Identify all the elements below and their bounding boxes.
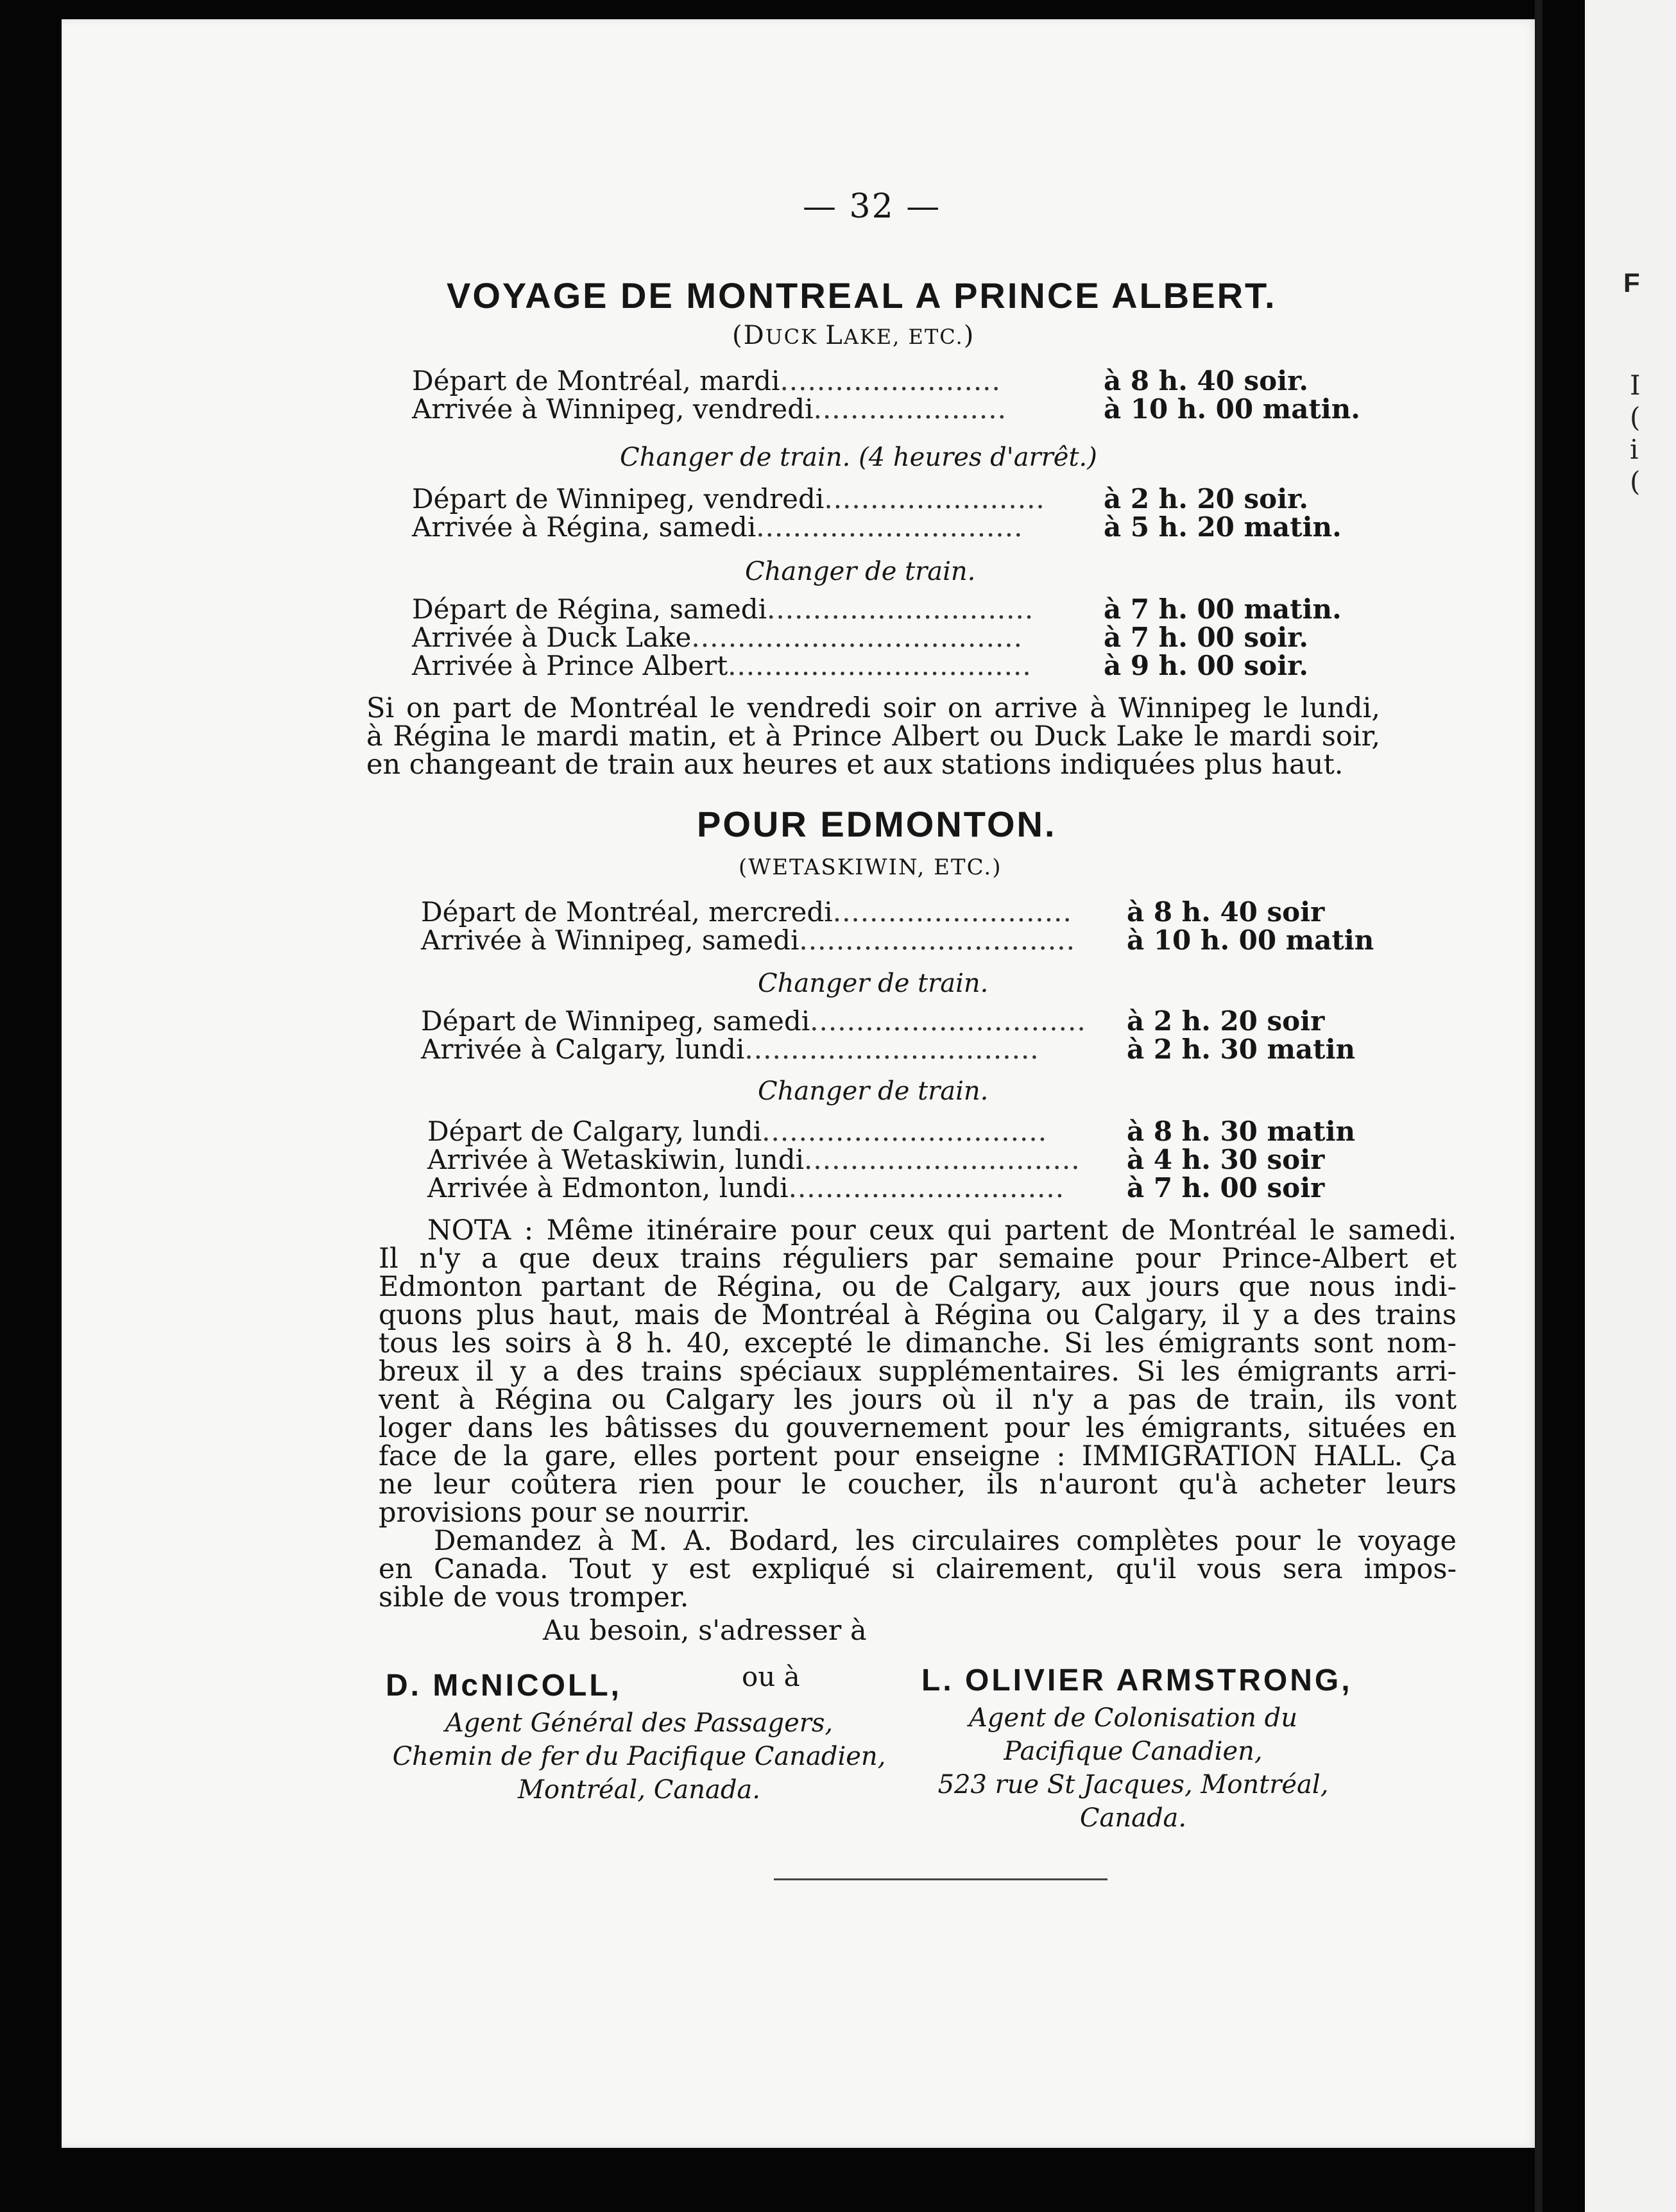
section-subtitle-wetaskiwin: (WETASKIWIN, ETC.): [739, 855, 1002, 880]
fragment-letter: F: [1623, 268, 1640, 298]
timetable-row: Départ de Winnipeg, samedi..............................: [421, 1005, 1086, 1037]
change-train-note: Changer de train.: [745, 557, 976, 586]
change-train-note: Changer de train.: [758, 1076, 989, 1106]
timetable-time: à 10 h. 00 matin.: [1104, 393, 1360, 425]
timetable-row: Arrivée à Winnipeg, samedi..............................: [421, 924, 1075, 956]
section-title-prince-albert: VOYAGE DE MONTREAL A PRINCE ALBERT.: [447, 275, 1277, 316]
timetable-time: à 2 h. 20 soir.: [1104, 483, 1309, 515]
timetable-time: à 8 h. 40 soir: [1127, 896, 1325, 928]
section-title-edmonton: POUR EDMONTON.: [697, 804, 1057, 844]
timetable-time: à 10 h. 00 matin: [1127, 924, 1374, 956]
adjacent-page-sliver: [1585, 0, 1676, 2212]
fragment-letter: (: [1630, 402, 1641, 433]
timetable-time: à 5 h. 20 matin.: [1104, 511, 1342, 543]
timetable-row: Arrivée à Edmonton, lundi..............................: [427, 1172, 1065, 1204]
timetable-row: Arrivée à Calgary, lundi................................: [421, 1034, 1039, 1065]
timetable-row: Départ de Montréal, mercredi..........................: [421, 896, 1072, 928]
besoin-line: Au besoin, s'adresser à: [543, 1615, 867, 1647]
timetable-row: Départ de Winnipeg, vendredi........................: [412, 483, 1045, 515]
fragment-letter: (: [1630, 466, 1641, 497]
timetable-time: à 9 h. 00 soir.: [1104, 650, 1309, 681]
timetable-time: à 8 h. 40 soir.: [1104, 365, 1309, 396]
change-train-note: Changer de train. (4 heures d'arrêt.): [620, 443, 1097, 472]
timetable-row: Départ de Calgary, lundi...............................: [427, 1116, 1048, 1147]
nota-paragraph: NOTA : Même itinéraire pour ceux qui partent de Montréal le samedi. Il n'y a que deux trains réguliers par semaine pour Prince-Albert et Edmonton partant de Régina, ou de Calgary, aux jours que nous indi- quons plus haut, mais de Montréal à Régina ou Calgary, il y a des trains tous les soirs à 8 h. 40, excepté le dimanche. Si les émigrants sont nom- breux il y a des trains spéciaux supplémentaires. Si les émigrants arri- vent à Régina ou Calgary les jours où il n'y a pas de train, ils vont loger dans les bâtisses du gouvernement pour les émigrants, situées en face de la gare, elles portent pour enseigne : IMMIGRATION HALL. Ça ne leur coûtera rien pour le coucher, ils n'auront qu'à acheter leurs provisions pour se nourrir.: [379, 1214, 1457, 1529]
timetable-time: à 7 h. 00 soir.: [1104, 622, 1309, 653]
contact-details-armstrong: Agent de Colonisation du Pacifique Canadien, 523 rue St Jacques, Montréal, Canada.: [937, 1703, 1329, 1833]
timetable-time: à 2 h. 20 soir: [1127, 1005, 1325, 1037]
timetable-time: à 7 h. 00 soir: [1127, 1172, 1325, 1204]
closing-rule: [774, 1878, 1107, 1880]
timetable-time: à 8 h. 30 matin: [1127, 1116, 1356, 1147]
contact-or: ou à: [742, 1661, 800, 1692]
page-number: — 32 —: [803, 187, 941, 226]
timetable-row: Arrivée à Prince Albert.................................: [412, 650, 1032, 681]
contact-details-mcnicoll: Agent Général des Passagers, Chemin de fer du Pacifique Canadien, Montréal, Canada.: [392, 1708, 886, 1805]
change-train-note: Changer de train.: [758, 969, 989, 998]
document-page: [62, 19, 1543, 2148]
timetable-time: à 7 h. 00 matin.: [1104, 593, 1342, 625]
timetable-row: Arrivée à Duck Lake....................................: [412, 622, 1023, 653]
timetable-row: Départ de Montréal, mardi........................: [412, 365, 1001, 396]
fragment-letter: i: [1630, 434, 1639, 465]
timetable-time: à 4 h. 30 soir: [1127, 1144, 1325, 1175]
timetable-row: Arrivée à Winnipeg, vendredi.....................: [412, 393, 1007, 425]
paragraph-prince-albert: Si on part de Montréal le vendredi soir on arrive à Winnipeg le lundi, à Régina le mardi matin, et à Prince Albert ou Duck Lake le mardi soir, en changeant de train aux heures et aux stations indiquées plus haut.: [366, 692, 1380, 781]
timetable-row: Départ de Régina, samedi.............................: [412, 593, 1034, 625]
contact-name-mcnicoll: D. McNICOLL,: [386, 1669, 622, 1703]
fragment-letter: I: [1630, 370, 1641, 401]
timetable-time: à 2 h. 30 matin: [1127, 1034, 1356, 1065]
timetable-row: Arrivée à Wetaskiwin, lundi..............................: [427, 1144, 1081, 1175]
bodard-paragraph: Demandez à M. A. Bodard, les circulaires complètes pour le voyage en Canada. Tout y est expliqué si clairement, qu'il vous sera impos- sible de vous tromper.: [379, 1525, 1457, 1613]
timetable-row: Arrivée à Régina, samedi.............................: [412, 511, 1023, 543]
contact-name-armstrong: L. OLIVIER ARMSTRONG,: [921, 1663, 1353, 1697]
section-subtitle-duck-lake: (DUCK LAKE, ETC.): [732, 321, 975, 350]
binding-edge: [1535, 0, 1543, 2212]
